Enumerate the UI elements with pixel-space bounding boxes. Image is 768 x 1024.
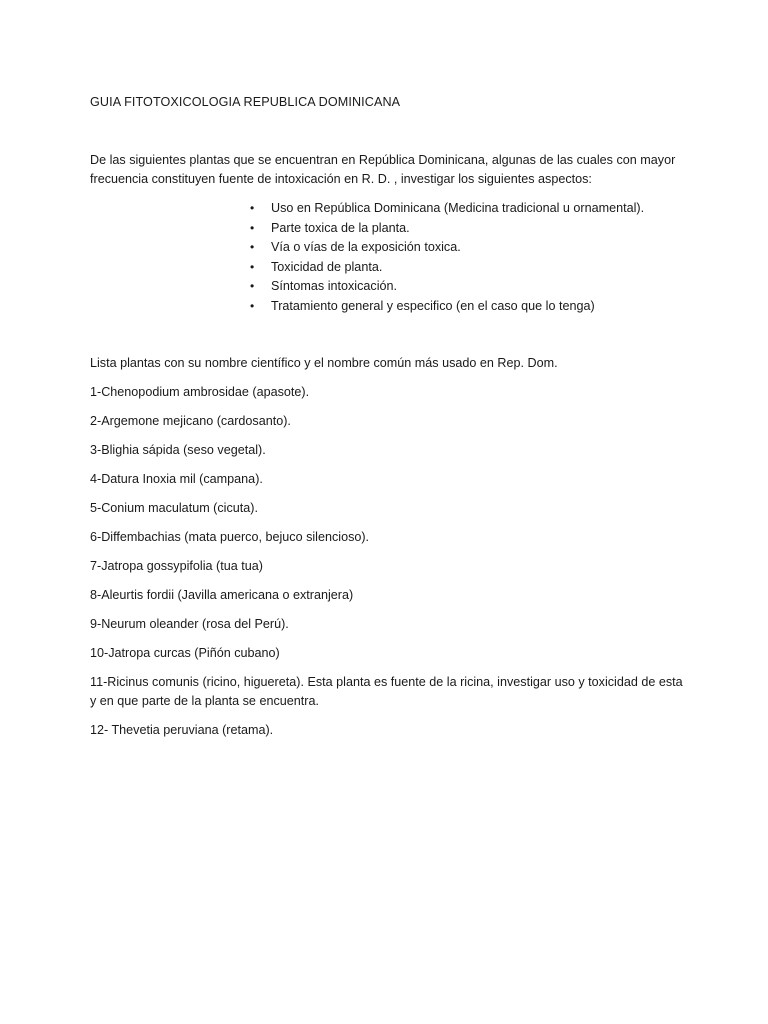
plant-item: 4-Datura Inoxia mil (campana). bbox=[90, 472, 263, 486]
plant-item: 11-Ricinus comunis (ricino, higuereta). Esta planta es fuente de la ricina, investigar uso y toxicidad de esta y en que parte de la planta se encuentra. bbox=[90, 675, 683, 708]
aspect-text: Vía o vías de la exposición toxica. bbox=[271, 240, 461, 255]
aspect-item bbox=[250, 277, 644, 297]
plant-item: 1-Chenopodium ambrosidae (apasote). bbox=[90, 385, 310, 399]
intro-paragraph: De las siguientes plantas que se encuentran en República Dominicana, algunas de las cuales con mayor frecuencia constituyen fuente de intoxicación en R. D. , investigar los siguientes aspectos: bbox=[90, 153, 676, 186]
plant-item: 8-Aleurtis fordii (Javilla americana o extranjera) bbox=[90, 588, 354, 602]
aspect-text: Parte toxica de la planta. bbox=[271, 220, 410, 235]
bullet-icon: • bbox=[250, 240, 255, 255]
aspect-text: Uso en República Dominicana (Medicina tradicional u ornamental). bbox=[271, 201, 645, 215]
aspect-item bbox=[250, 199, 644, 219]
plant-list-heading: Lista plantas con su nombre científico y el nombre común más usado en Rep. Dom. bbox=[90, 356, 558, 370]
aspects-list bbox=[250, 199, 644, 317]
plant-list bbox=[90, 383, 690, 750]
plant-item: 12- Thevetia peruviana (retama). bbox=[90, 723, 274, 737]
aspect-item bbox=[250, 297, 644, 317]
bullet-icon: • bbox=[250, 298, 255, 313]
aspect-text: Síntomas intoxicación. bbox=[271, 279, 397, 294]
bullet-icon: • bbox=[250, 259, 255, 274]
plant-item: 6-Diffembachias (mata puerco, bejuco silencioso). bbox=[90, 530, 370, 544]
plant-item: 3-Blighia sápida (seso vegetal). bbox=[90, 443, 266, 457]
aspect-item bbox=[250, 258, 644, 278]
plant-item: 10-Jatropa curcas (Piñón cubano) bbox=[90, 646, 280, 660]
plant-item: 9-Neurum oleander (rosa del Perú). bbox=[90, 617, 289, 631]
aspect-item bbox=[250, 238, 644, 258]
aspect-item bbox=[250, 219, 644, 239]
plant-item: 7-Jatropa gossypifolia (tua tua) bbox=[90, 559, 263, 573]
plant-item: 2-Argemone mejicano (cardosanto). bbox=[90, 414, 291, 428]
aspect-text: Tratamiento general y especifico (en el caso que lo tenga) bbox=[271, 298, 595, 313]
bullet-icon: • bbox=[250, 220, 255, 235]
aspect-text: Toxicidad de planta. bbox=[271, 259, 383, 274]
bullet-icon: • bbox=[250, 201, 255, 215]
document-title: GUIA FITOTOXICOLOGIA REPUBLICA DOMINICANA bbox=[90, 95, 401, 109]
plant-item: 5-Conium maculatum (cicuta). bbox=[90, 501, 258, 515]
bullet-icon: • bbox=[250, 279, 255, 294]
